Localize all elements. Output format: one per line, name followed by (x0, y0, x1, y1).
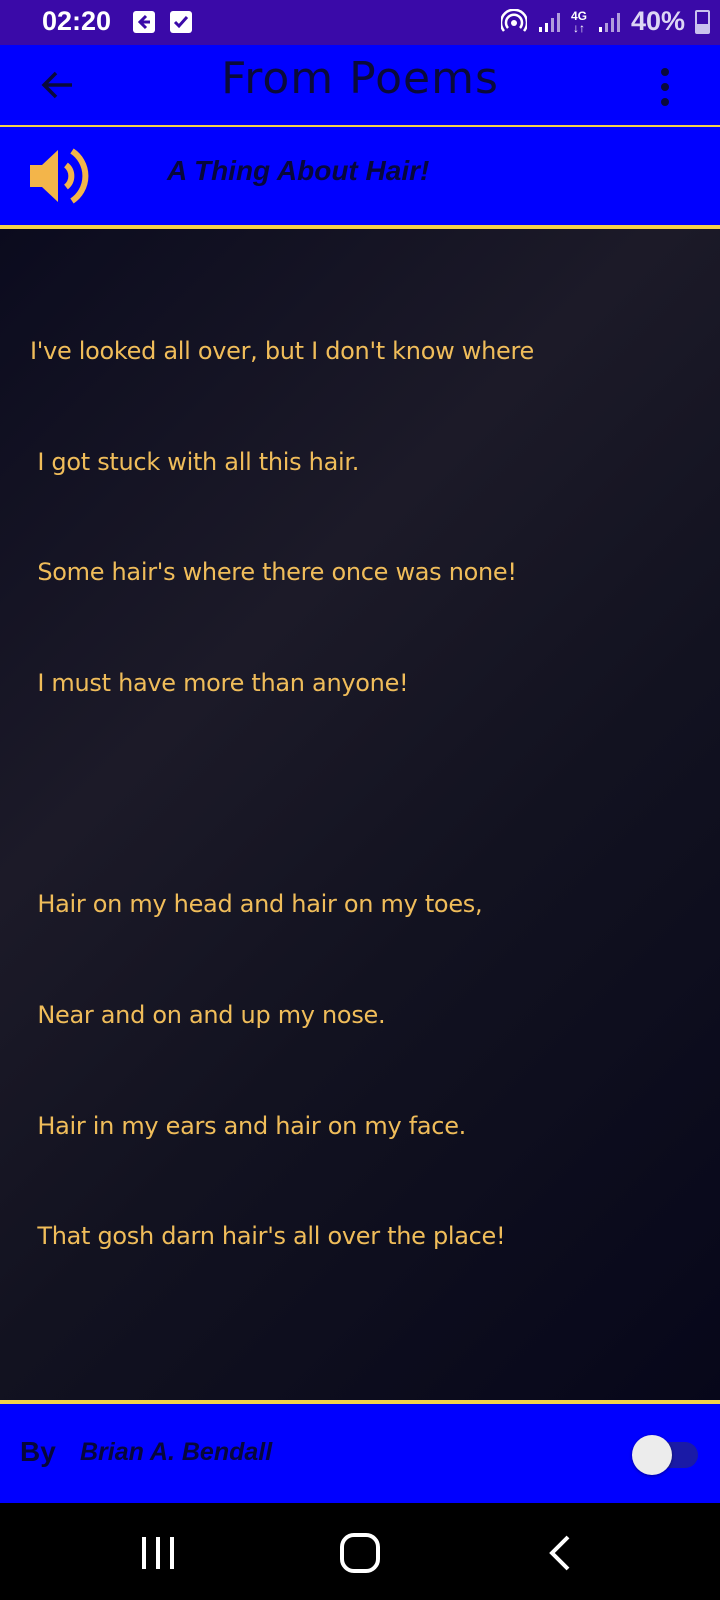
poem-text (30, 259, 534, 1400)
check-icon (170, 11, 192, 33)
poem-line: Hair in my ears and hair on my face. (30, 1111, 466, 1140)
poem-line: That gosh darn hair's all over the place! (30, 1222, 506, 1251)
toggle-knob[interactable] (632, 1435, 672, 1475)
page-title: From Poems (221, 53, 499, 104)
recents-icon[interactable] (136, 1531, 180, 1575)
more-vert-icon[interactable] (660, 67, 670, 107)
signal-4g-icon: 4G ↓↑ (570, 8, 587, 35)
poem-title: A Thing About Hair! (167, 155, 430, 186)
signal-icon-2 (597, 10, 621, 34)
hotspot-icon (501, 9, 527, 35)
app-bar (0, 45, 720, 127)
author-footer (0, 1400, 720, 1503)
battery-percent: 40% (630, 6, 685, 36)
signal-icon (537, 10, 561, 34)
poem-header (0, 127, 720, 229)
poem-line: Some hair's where there once was none! (30, 558, 517, 587)
poem-line: I must have more than anyone! (30, 668, 409, 697)
system-nav-bar (0, 1503, 720, 1600)
poem-line (30, 776, 534, 813)
poem-line: Near and on and up my nose. (30, 1001, 386, 1030)
network-type: 4G (570, 8, 587, 23)
status-bar (0, 0, 720, 45)
back-nav-icon (133, 11, 155, 33)
poem-scroll-area[interactable] (0, 229, 720, 1400)
by-label: By (20, 1436, 56, 1467)
speaker-icon[interactable] (28, 145, 92, 207)
battery-icon (695, 10, 710, 34)
home-icon[interactable] (338, 1531, 382, 1575)
status-time: 02:20 (42, 6, 112, 36)
poem-line: Hair on my head and hair on my toes, (30, 890, 483, 919)
poem-line: I got stuck with all this hair. (30, 447, 360, 476)
poem-line (30, 1329, 534, 1366)
status-right (501, 6, 710, 37)
back-icon[interactable] (540, 1531, 584, 1575)
author-name: Brian A. Bendall (80, 1438, 273, 1466)
poem-line: I've looked all over, but I don't know where (30, 336, 534, 365)
